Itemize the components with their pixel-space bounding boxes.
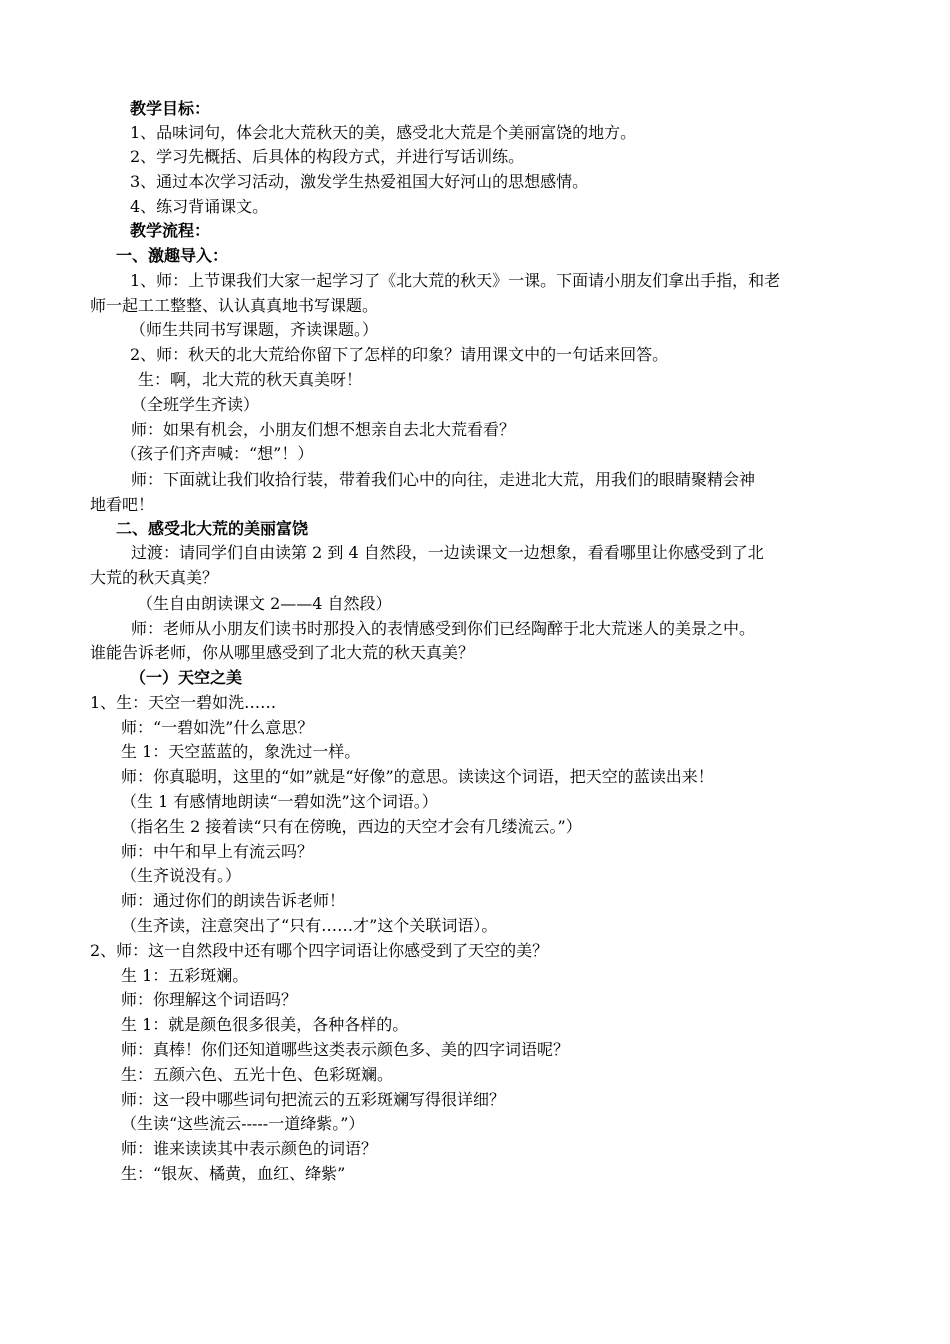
paragraph-line: 1、师：上节课我们大家一起学习了《北大荒的秋天》一课。下面请小朋友们拿出手指，和老	[130, 271, 781, 290]
teaching-process-heading: 教学流程：	[130, 221, 211, 240]
paragraph-line: 师：谁来读读其中表示颜色的词语？	[121, 1139, 378, 1158]
paragraph-line: 师一起工工整整、认认真真地书写课题。	[90, 296, 379, 315]
paragraph-line: 生 1：就是颜色很多很美，各种各样的。	[121, 1015, 409, 1034]
paragraph-line: （生读“这些流云-----一道绛紫。”）	[121, 1114, 365, 1133]
paragraph-line: 师：中午和早上有流云吗？	[121, 842, 314, 861]
paragraph-line: 生：“银灰、橘黄，血红、绛紫”	[121, 1164, 346, 1183]
paragraph-line: 谁能告诉老师，你从哪里感受到了北大荒的秋天真美？	[90, 643, 475, 662]
paragraph-line: 师：真棒！你们还知道哪些这类表示颜色多、美的四字词语呢？	[121, 1040, 570, 1059]
paragraph-line: 过渡：请同学们自由读第 2 到 4 自然段，一边读课文一边想象，看看哪里让你感受到了北	[131, 543, 764, 562]
paragraph-line: （生 1 有感情地朗读“一碧如洗”这个词语。）	[121, 792, 438, 811]
goal-item-2: 2、学习先概括、后具体的构段方式，并进行写话训练。	[130, 147, 525, 166]
paragraph-line: （孩子们齐声喊：“想”！）	[121, 444, 314, 463]
paragraph-line: 师：通过你们的朗读告诉老师！	[121, 891, 346, 910]
paragraph-line: 师：下面就让我们收拾行装，带着我们心中的向往，走进北大荒，用我们的眼睛聚精会神	[131, 470, 756, 489]
subsection-sky-heading: （一）天空之美	[130, 668, 243, 687]
paragraph-line: 生 1：五彩斑斓。	[121, 966, 249, 985]
paragraph-line: 师：你真聪明，这里的“如”就是“好像”的意思。读读这个词语，把天空的蓝读出来！	[121, 767, 714, 786]
paragraph-line: 师：你理解这个词语吗？	[121, 990, 298, 1009]
paragraph-line: 师：如果有机会，小朋友们想不想亲自去北大荒看看？	[131, 420, 516, 439]
section-1-heading: 一、激趣导入：	[116, 246, 229, 265]
paragraph-line: 师：“一碧如洗”什么意思？	[121, 718, 314, 737]
paragraph-line: （生齐说没有。）	[121, 866, 242, 885]
paragraph-line: （生齐读，注意突出了“只有……才”这个关联词语）。	[121, 916, 498, 935]
paragraph-line: 生：啊，北大荒的秋天真美呀！	[138, 370, 363, 389]
paragraph-line: 生：五颜六色、五光十色、色彩斑斓。	[121, 1065, 394, 1084]
paragraph-line: （师生共同书写课题，齐读课题。）	[130, 320, 379, 339]
goal-item-4: 4、练习背诵课文。	[130, 197, 269, 216]
paragraph-line: （指名生 2 接着读“只有在傍晚，西边的天空才会有几缕流云。”）	[121, 817, 582, 836]
paragraph-line: 1、生：天空一碧如洗……	[90, 693, 277, 712]
paragraph-line: 生 1：天空蓝蓝的，象洗过一样。	[121, 742, 361, 761]
paragraph-line: 2、师：这一自然段中还有哪个四字词语让你感受到了天空的美？	[90, 941, 549, 960]
paragraph-line: 地看吧！	[90, 495, 155, 514]
paragraph-line: 师：老师从小朋友们读书时那投入的表情感受到你们已经陶醉于北大荒迷人的美景之中。	[131, 619, 756, 638]
teaching-goals-heading: 教学目标：	[130, 99, 211, 118]
paragraph-line: 大荒的秋天真美？	[90, 568, 219, 587]
paragraph-line: （全班学生齐读）	[131, 395, 260, 414]
goal-item-3: 3、通过本次学习活动，激发学生热爱祖国大好河山的思想感情。	[130, 172, 589, 191]
paragraph-line: 2、师：秋天的北大荒给你留下了怎样的印象？请用课文中的一句话来回答。	[130, 345, 669, 364]
section-2-heading: 二、感受北大荒的美丽富饶	[116, 519, 309, 538]
paragraph-line: 师：这一段中哪些词句把流云的五彩斑斓写得很详细？	[121, 1090, 506, 1109]
goal-item-1: 1、品味词句，体会北大荒秋天的美，感受北大荒是个美丽富饶的地方。	[130, 123, 637, 142]
paragraph-line: （生自由朗读课文 2——4 自然段）	[137, 594, 392, 613]
